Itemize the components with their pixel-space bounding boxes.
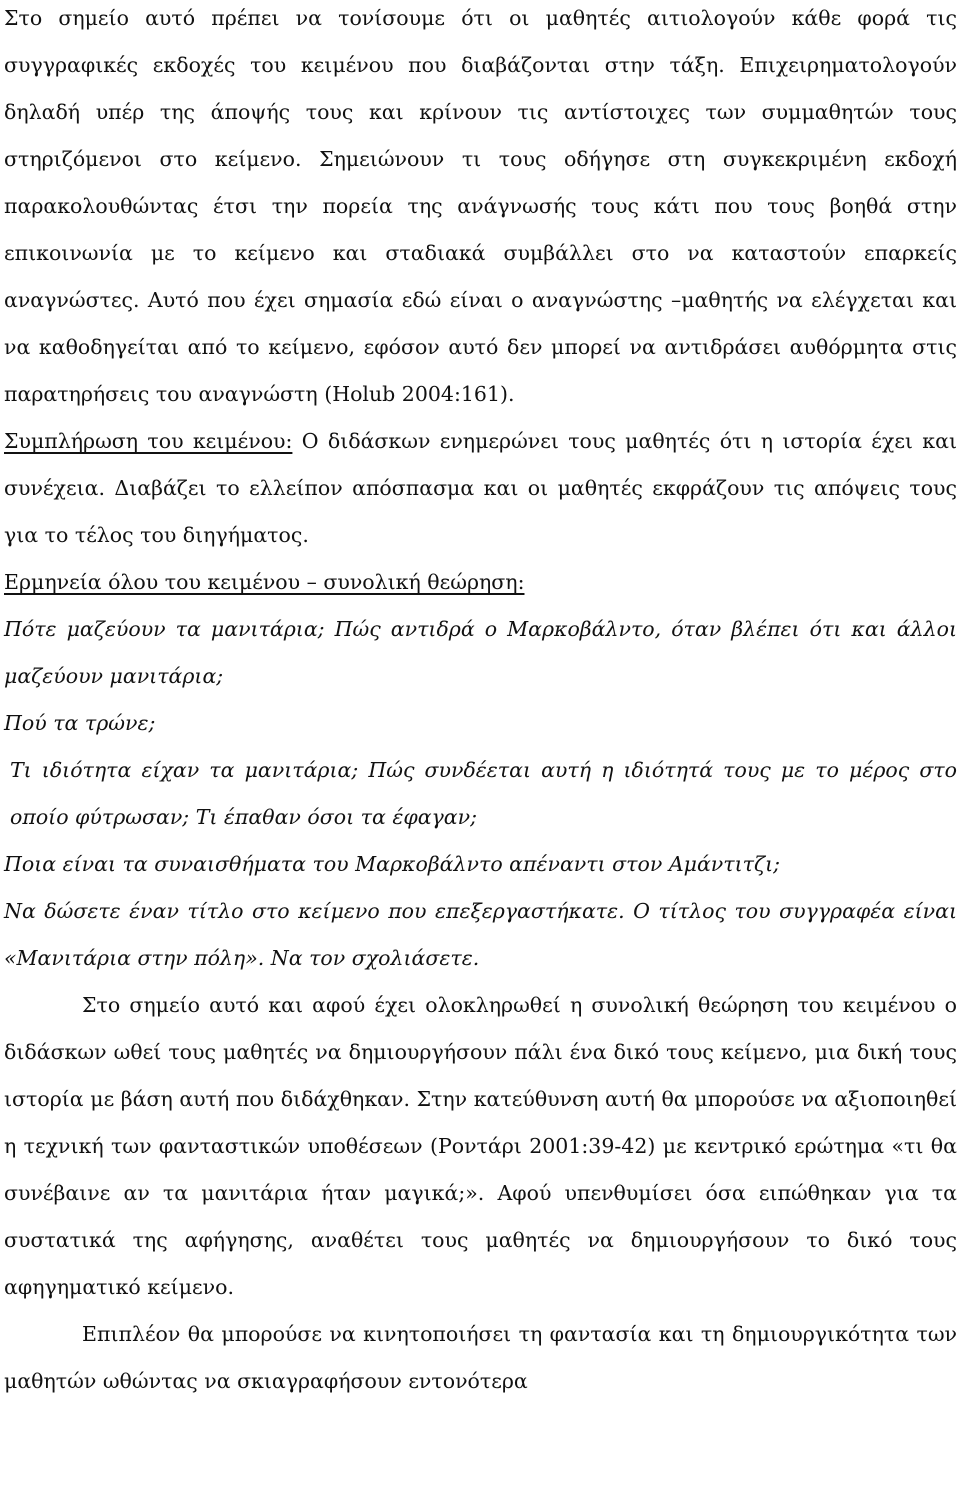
- paragraph-reader-reasoning: Στο σημείο αυτό πρέπει να τονίσουμε ότι οι μαθητές αιτιολογούν κάθε φορά τις συγγραφικές εκδοχές του κειμένου που διαβάζονται στην τάξη. Επιχειρηματολογούν δηλαδή υπέρ της άποψής τους και κρίνουν τις αντίστοιχες των συμμαθητών τους στηριζόμενοι στο κείμενο. Σημειώνουν τι τους οδήγησε στη συγκεκριμένη εκδοχή παρακολουθώντας έτσι την πορεία της ανάγνωσής τους κάτι που τους βοηθά στην επικοινωνία με το κείμενο και σταδιακά συμβάλλει στο να καταστούν επαρκείς αναγνώστες. Αυτό που έχει σημασία εδώ είναι ο αναγνώστης –μαθητής να ελέγχεται και να καθοδηγείται από το κείμενο, εφόσον αυτό δεν μπορεί να αντιδράσει αυθόρμητα στις παρατηρήσεις του αναγνώστη (Holub 2004:161).: [4, 6, 957, 406]
- paragraph-creative-writing: Στο σημείο αυτό και αφού έχει ολοκληρωθεί η συνολική θεώρηση του κειμένου ο διδάσκων ωθεί τους μαθητές να δημιουργήσουν πάλι ένα δικό τους κείμενο, μια δική τους ιστορία με βάση αυτή που διδάχθηκαν. Στην κατεύθυνση αυτή θα μπορούσε να αξιοποιηθεί η τεχνική των φανταστικών υποθέσεων (Ροντάρι 2001:39-42) με κεντρικό ερώτημα «τι θα συνέβαινε αν τα μανιτάρια ήταν μαγικά;». Αφού υπενθυμίσει όσα ειπώθηκαν για τα συστατικά της αφήγησης, αναθέτει τους μαθητές να δημιουργήσουν το δικό τους αφηγηματικό κείμενο.: [4, 993, 957, 1299]
- paragraph-text-completion: [4, 418, 957, 559]
- section-heading-interpretation-label: Ερμηνεία όλου του κειμένου – συνολική θεώρηση:: [4, 570, 525, 594]
- question-title: Να δώσετε έναν τίτλο στο κείμενο που επεξεργαστήκατε. Ο τίτλος του συγγραφέα είναι «Μανιτάρια στην πόλη». Να τον σχολιάσετε.: [4, 899, 957, 970]
- question-mushroom-gathering: Πότε μαζεύουν τα μανιτάρια; Πώς αντιδρά ο Μαρκοβάλντο, όταν βλέπει ότι και άλλοι μαζεύουν μανιτάρια;: [4, 617, 957, 688]
- section-heading-text-completion: Συμπλήρωση του κειμένου:: [4, 429, 293, 453]
- question-feelings: Ποια είναι τα συναισθήματα του Μαρκοβάλντο απέναντι στον Αμάντιτζι;: [4, 852, 781, 876]
- paragraph-imagination: Επιπλέον θα μπορούσε να κινητοποιήσει τη φαντασία και τη δημιουργικότητα των μαθητών ωθώντας να σκιαγραφήσουν εντονότερα: [4, 1322, 957, 1393]
- question-mushroom-property: Τι ιδιότητα είχαν τα μανιτάρια; Πώς συνδέεται αυτή η ιδιότητά τους με το μέρος στο οποίο φύτρωσαν; Τι έπαθαν όσοι τα έφαγαν;: [10, 758, 957, 829]
- document-page: [4, 0, 957, 1405]
- question-where-eaten: Πού τα τρώνε;: [4, 711, 156, 735]
- text-completion-body: Ο διδάσκων ενημερώνει τους μαθητές ότι η ιστορία έχει και συνέχεια. Διαβάζει το ελλείπον απόσπασμα και οι μαθητές εκφράζουν τις απόψεις τους για το τέλος του διηγήματος.: [4, 429, 957, 547]
- section-heading-interpretation: [4, 559, 957, 606]
